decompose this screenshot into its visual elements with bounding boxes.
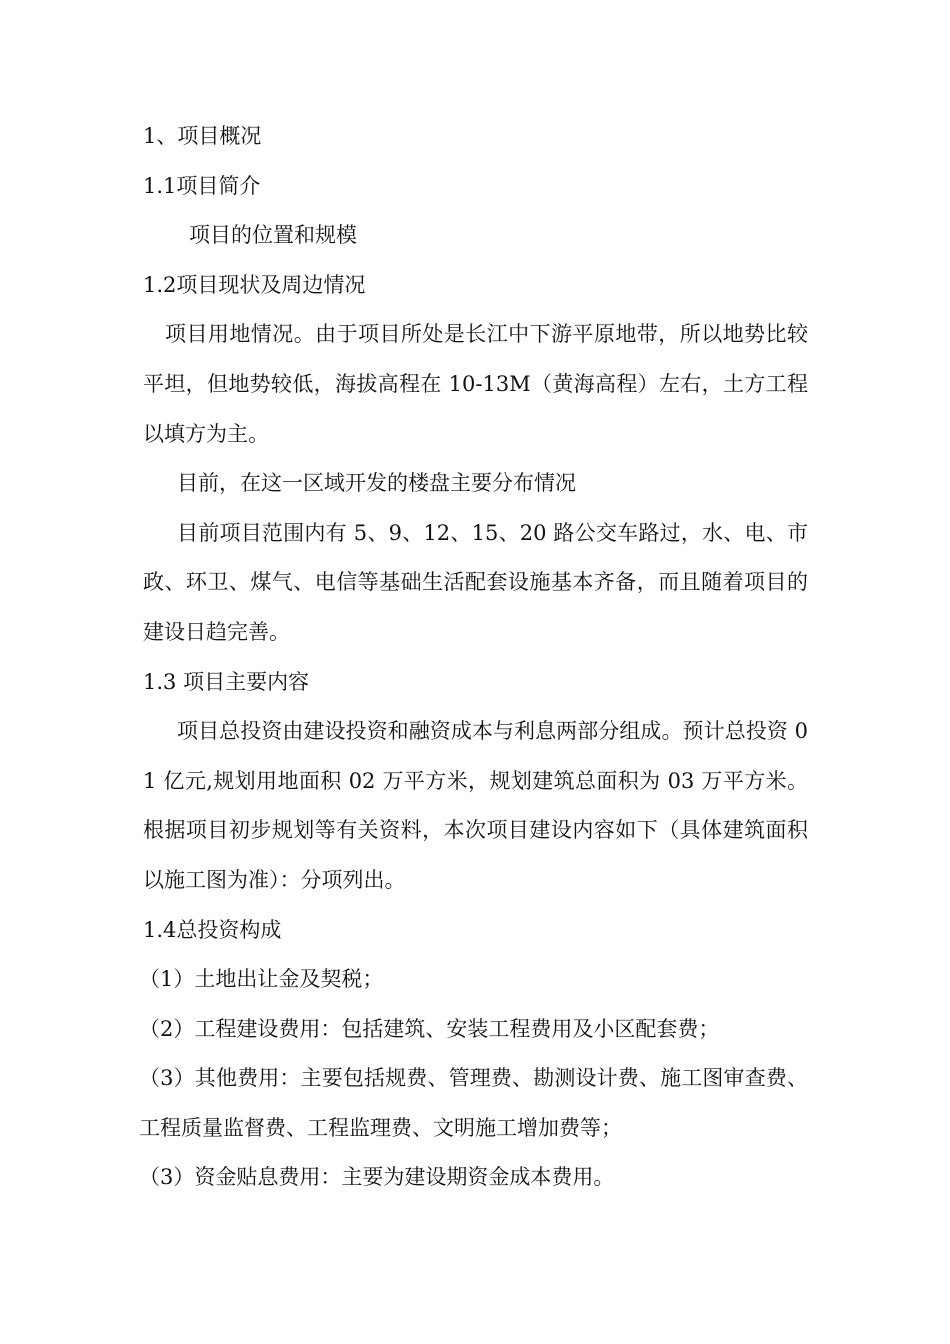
paragraph-investment: 项目总投资由建设投资和融资成本与利息两部分组成。预计总投资 01 亿元,规划用地面积 02 万平方米，规划建筑总面积为 03 万平方米。根据项目初步规划等有关资料，本次项目建设内容如下（具体建筑面积以施工图为准）：分项列出。 bbox=[143, 719, 808, 892]
list-item-interest-fee: （3）资金贴息费用：主要为建设期资金成本费用。 bbox=[139, 1165, 615, 1190]
heading-current-status: 1.2项目现状及周边情况 bbox=[143, 272, 366, 297]
heading-investment-composition: 1.4总投资构成 bbox=[143, 917, 282, 942]
paragraph-location-scale: 项目的位置和规模 bbox=[189, 223, 357, 248]
paragraph-development-distribution: 目前，在这一区域开发的楼盘主要分布情况 bbox=[177, 471, 576, 496]
list-item-land-fee: （1）土地出让金及契税； bbox=[139, 967, 384, 992]
paragraph-land-use: 项目用地情况。由于项目所处是长江中下游平原地带，所以地势比较平坦，但地势较低，海拔高程在 10-13M（黄海高程）左右，土方工程以填方为主。 bbox=[143, 322, 808, 446]
heading-main-content: 1.3 项目主要内容 bbox=[143, 669, 310, 694]
heading-project-overview: 1、项目概况 bbox=[143, 124, 262, 148]
list-item-other-fee: （3）其他费用：主要包括规费、管理费、勘测设计费、施工图审查费、工程质量监督费、工程监理费、文明施工增加费等； bbox=[139, 1066, 808, 1140]
heading-project-intro: 1.1项目简介 bbox=[143, 173, 261, 198]
list-item-construction-fee: （2）工程建设费用：包括建筑、安装工程费用及小区配套费； bbox=[139, 1016, 720, 1041]
document-body bbox=[139, 112, 808, 1203]
paragraph-transport-facilities: 目前项目范围内有 5、9、12、15、20 路公交车路过，水、电、市政、环卫、煤气、电信等基础生活配套设施基本齐备，而且随着项目的建设日趋完善。 bbox=[143, 520, 808, 644]
